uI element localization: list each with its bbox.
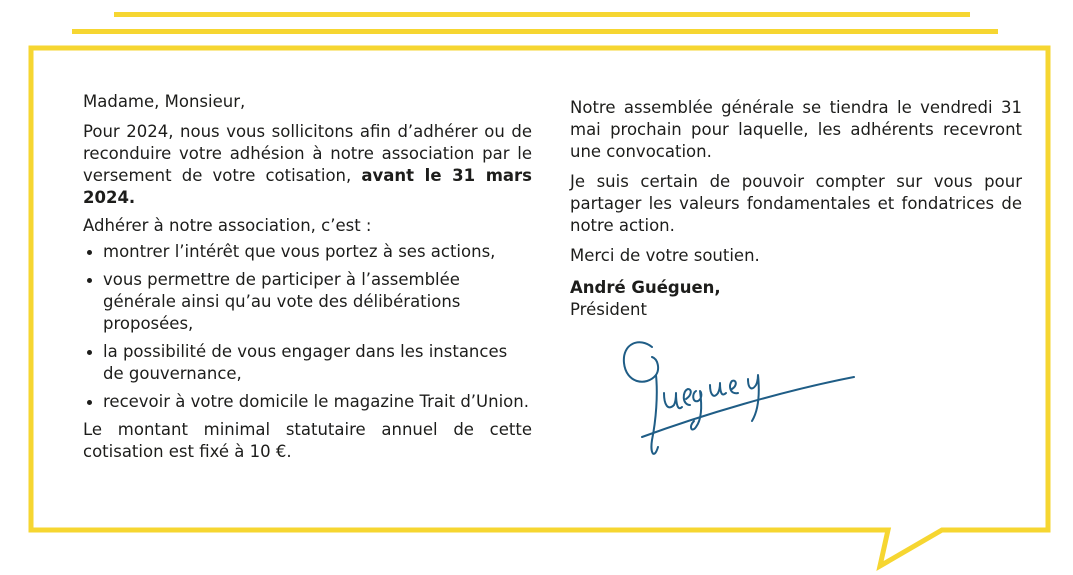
list-item (83, 391, 532, 413)
intro-paragraph (83, 121, 532, 209)
signatory-role: Président (570, 300, 647, 319)
deadline-text: avant le 31 mars 2024. (83, 166, 532, 207)
list-item (83, 241, 532, 263)
left-column (83, 91, 532, 463)
handwritten-signature (612, 335, 862, 465)
right-column (570, 97, 1022, 321)
amount-paragraph: Le montant minimal statutaire annuel de cette cotisation est fixé à 10 €. (83, 420, 532, 461)
list-item (83, 341, 532, 385)
bullet-icon (87, 250, 92, 255)
list-intro: Adhérer à notre association, c’est : (83, 216, 372, 235)
assembly-paragraph: Notre assemblée générale se tiendra le vendredi 31 mai prochain pour laquelle, les adhérents recevront une convocation. (570, 98, 1022, 161)
list-item-text: recevoir à votre domicile le magazine Trait d’Union. (103, 392, 529, 411)
list-item-text: vous permettre de participer à l’assemblée générale ainsi qu’au vote des délibérations proposées, (103, 270, 461, 333)
list-item-text: montrer l’intérêt que vous portez à ses actions, (103, 242, 496, 261)
bullet-icon (87, 278, 92, 283)
thanks-paragraph: Merci de votre soutien. (570, 246, 760, 265)
intro-text: Pour 2024, nous vous sollicitons afin d’adhérer ou de reconduire votre adhésion à notre association par le versement de votre cotisation, (83, 122, 532, 185)
list-item (83, 269, 532, 335)
salutation: Madame, Monsieur, (83, 92, 246, 111)
list-item-text: la possibilité de vous engager dans les instances de gouvernance, (103, 342, 508, 383)
trust-paragraph: Je suis certain de pouvoir compter sur vous pour partager les valeurs fondamentales et fondatrices de notre action. (570, 172, 1022, 235)
bullet-icon (87, 350, 92, 355)
signatory-name: André Guéguen, (570, 278, 721, 297)
benefits-list (83, 241, 532, 413)
bullet-icon (87, 400, 92, 405)
